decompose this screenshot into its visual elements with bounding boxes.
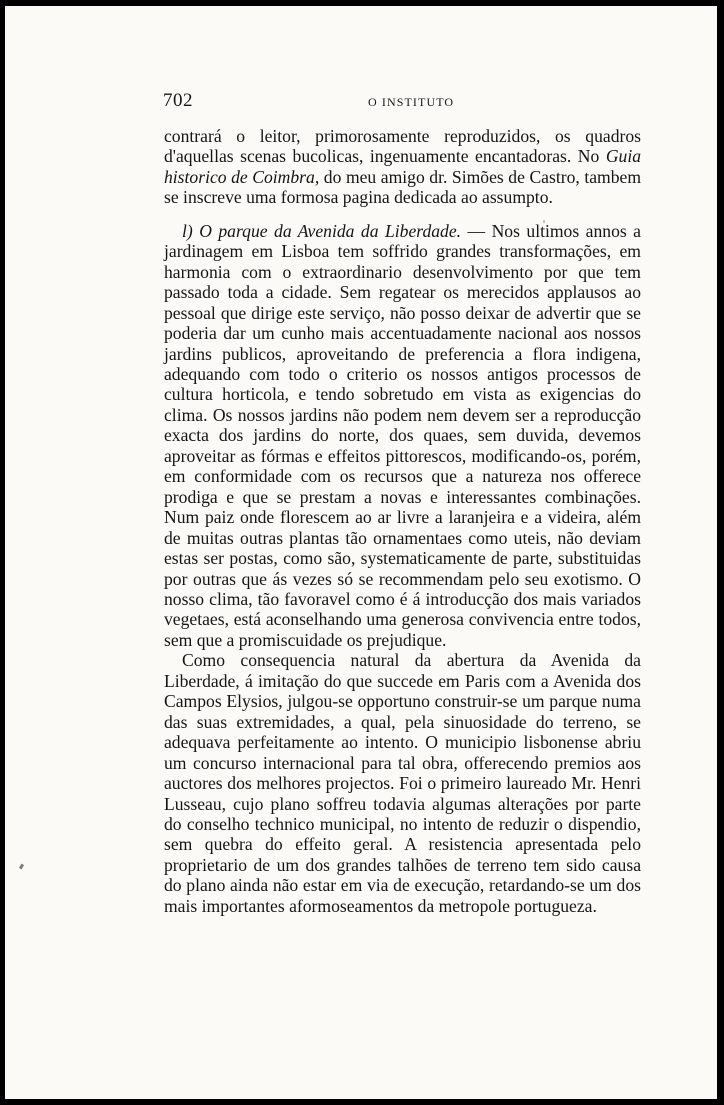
section-heading: l) O parque da Avenida da Liberdade. [182, 220, 462, 241]
page-header [163, 90, 643, 114]
paragraph-1-text-b: do meu amigo dr. Simões de Castro, tambem se inscreve uma formosa pagina dedicada ao assumpto. [164, 166, 642, 208]
paper-speck [543, 220, 545, 223]
page-number: 702 [163, 90, 193, 111]
paragraph-1-italic-title: Guia historico de Coimbra, [164, 146, 641, 187]
body-text [164, 126, 641, 916]
section-l-text: — Nos ultimos annos a jardinagem em Lisboa tem soffrido grandes transformações, em harmonia com o extraordinario desenvolvimento por que tem passado toda a cidade. Sem regatear os merecidos applausos ao pessoal que dirige este serviço, não posso deixar de advertir que se poderia dar um cunho mais accentuadamente nacional aos nossos jardins publicos, aproveitando de preferencia a flora indigena, adequando com todo o criterio os nossos antigos processos de cultura horticola, e tendo sobretudo em vista as exigencias do clima. Os nossos jardins não podem nem devem ser a reproducção exacta dos jardins do norte, dos quaes, sem duvida, devemos aproveitar as fórmas e effeitos pittorescos, modificando-os, porém, em conformidade com os recursos que a natureza nos offerece prodiga e que se prestam a novas e interessantes combinações. Num paiz onde florescem ao ar livre a laranjeira e a videira, além de muitas outras plantas tão ornamentaes como uteis, não deviam estas ser postas, como são, systematicamente de parte, substituidas por outras que ás vezes só se recommendam pelo seu exotismo. O nosso clima, tão favoravel como é á introducção dos mais variados vegetaes, está aconselhando uma generosa convivencia entre todos, sem que a promiscuidade os prejudique. [164, 220, 641, 650]
paragraph-1-text-a: contrará o leitor, primorosamente reproduzidos, os quadros d'aquellas scenas bucolicas, ingenuamente encantadoras. No [164, 126, 641, 167]
paragraph-section-l [164, 221, 641, 651]
book-page [5, 6, 717, 1099]
running-head: O INSTITUTO [368, 95, 455, 109]
avenida-text: Como consequencia natural da abertura da Avenida da Liberdade, á imitação do que succede em Paris com a Avenida dos Campos Elysios, julgou-se opportuno construir-se um parque numa das suas extremidades, a qual, pela sinuosidade do terreno, se adequava perfeitamente ao intento. O municipio lisbonense abriu um concurso internacional para tal obra, offerecendo premios aos auctores dos melhores projectos. Foi o primeiro laureado Mr. Henri Lusseau, cujo plano soffreu todavia algumas alterações por parte do conselho technico municipal, no intento de reduzir o dispendio, sem quebra do effeito geral. A resistencia apresentada pelo proprietario de um dos grandes talhões de terreno tem sido causa do plano ainda não estar em via de execução, retardando-se um dos mais importantes aformoseamentos da metropole portugueza. [164, 650, 641, 916]
paragraph-continuation [164, 126, 641, 208]
paragraph-avenida [164, 650, 641, 916]
